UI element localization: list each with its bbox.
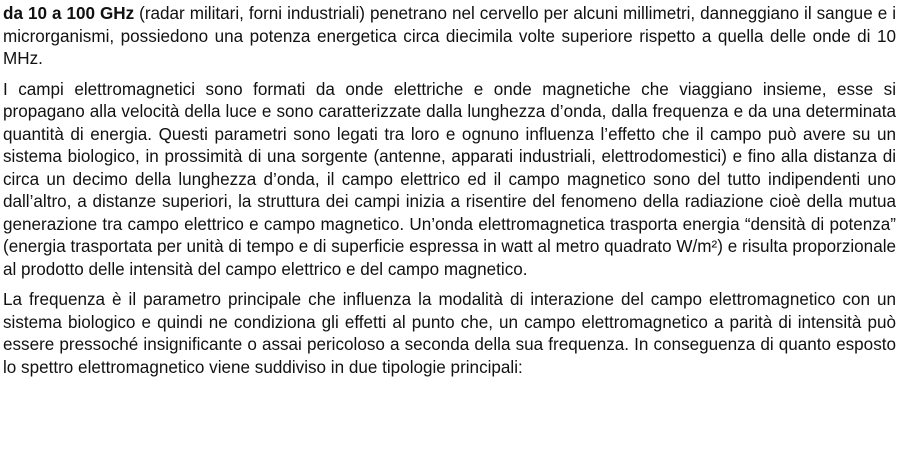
paragraph-frequency-range xyxy=(3,3,896,71)
document-page xyxy=(3,3,896,379)
paragraph-lead-bold: da 10 a 100 GHz xyxy=(3,4,135,23)
paragraph-frequency xyxy=(3,289,896,379)
paragraph-em-fields xyxy=(3,79,896,282)
paragraph-text: La frequenza è il parametro principale che influenza la modalità di interazione del campo elettromagnetico con un sistema biologico e quindi ne condiziona gli effetti al punto che, un campo elettromagnetico a parità di intensità può essere pressoché insignificante o assai pericoloso a seconda della sua frequenza. In conseguenza di quanto esposto lo spettro elettromagnetico viene suddiviso in due tipologie principali: xyxy=(3,290,896,377)
paragraph-text: I campi elettromagnetici sono formati da onde elettriche e onde magnetiche che viaggiano insieme, esse si propagano alla velocità della luce e sono caratterizzate dalla lunghezza d’onda, dalla frequenza e da una determinata quantità di energia. Questi parametri sono legati tra loro e ognuno influenza l’effetto che il campo può avere su un sistema biologico, in prossimità di una sorgente (antenne, apparati industriali, elettrodomestici) e fino alla distanza di circa un decimo della lunghezza d’onda, il campo elettrico ed il campo magnetico sono del tutto indipendenti uno dall’altro, a distanze superiori, la struttura dei campi inizia a risentire del fenomeno della radiazione cioè della mutua generazione tra campo elettrico e campo magnetico. Un’onda elettromagnetica trasporta energia “densità di potenza” (energia trasportata per unità di tempo e di superficie espressa in watt al metro quadrato W/m²) e risulta proporzionale al prodotto delle intensità del campo elettrico e del campo magnetico. xyxy=(3,79,896,279)
paragraph-text: (radar militari, forni industriali) penetrano nel cervello per alcuni millimetri, danneggiano il sangue e i microrganismi, possiedono una potenza energetica circa diecimila volte superiore rispetto a quella delle onde di 10 MHz. xyxy=(3,4,896,68)
